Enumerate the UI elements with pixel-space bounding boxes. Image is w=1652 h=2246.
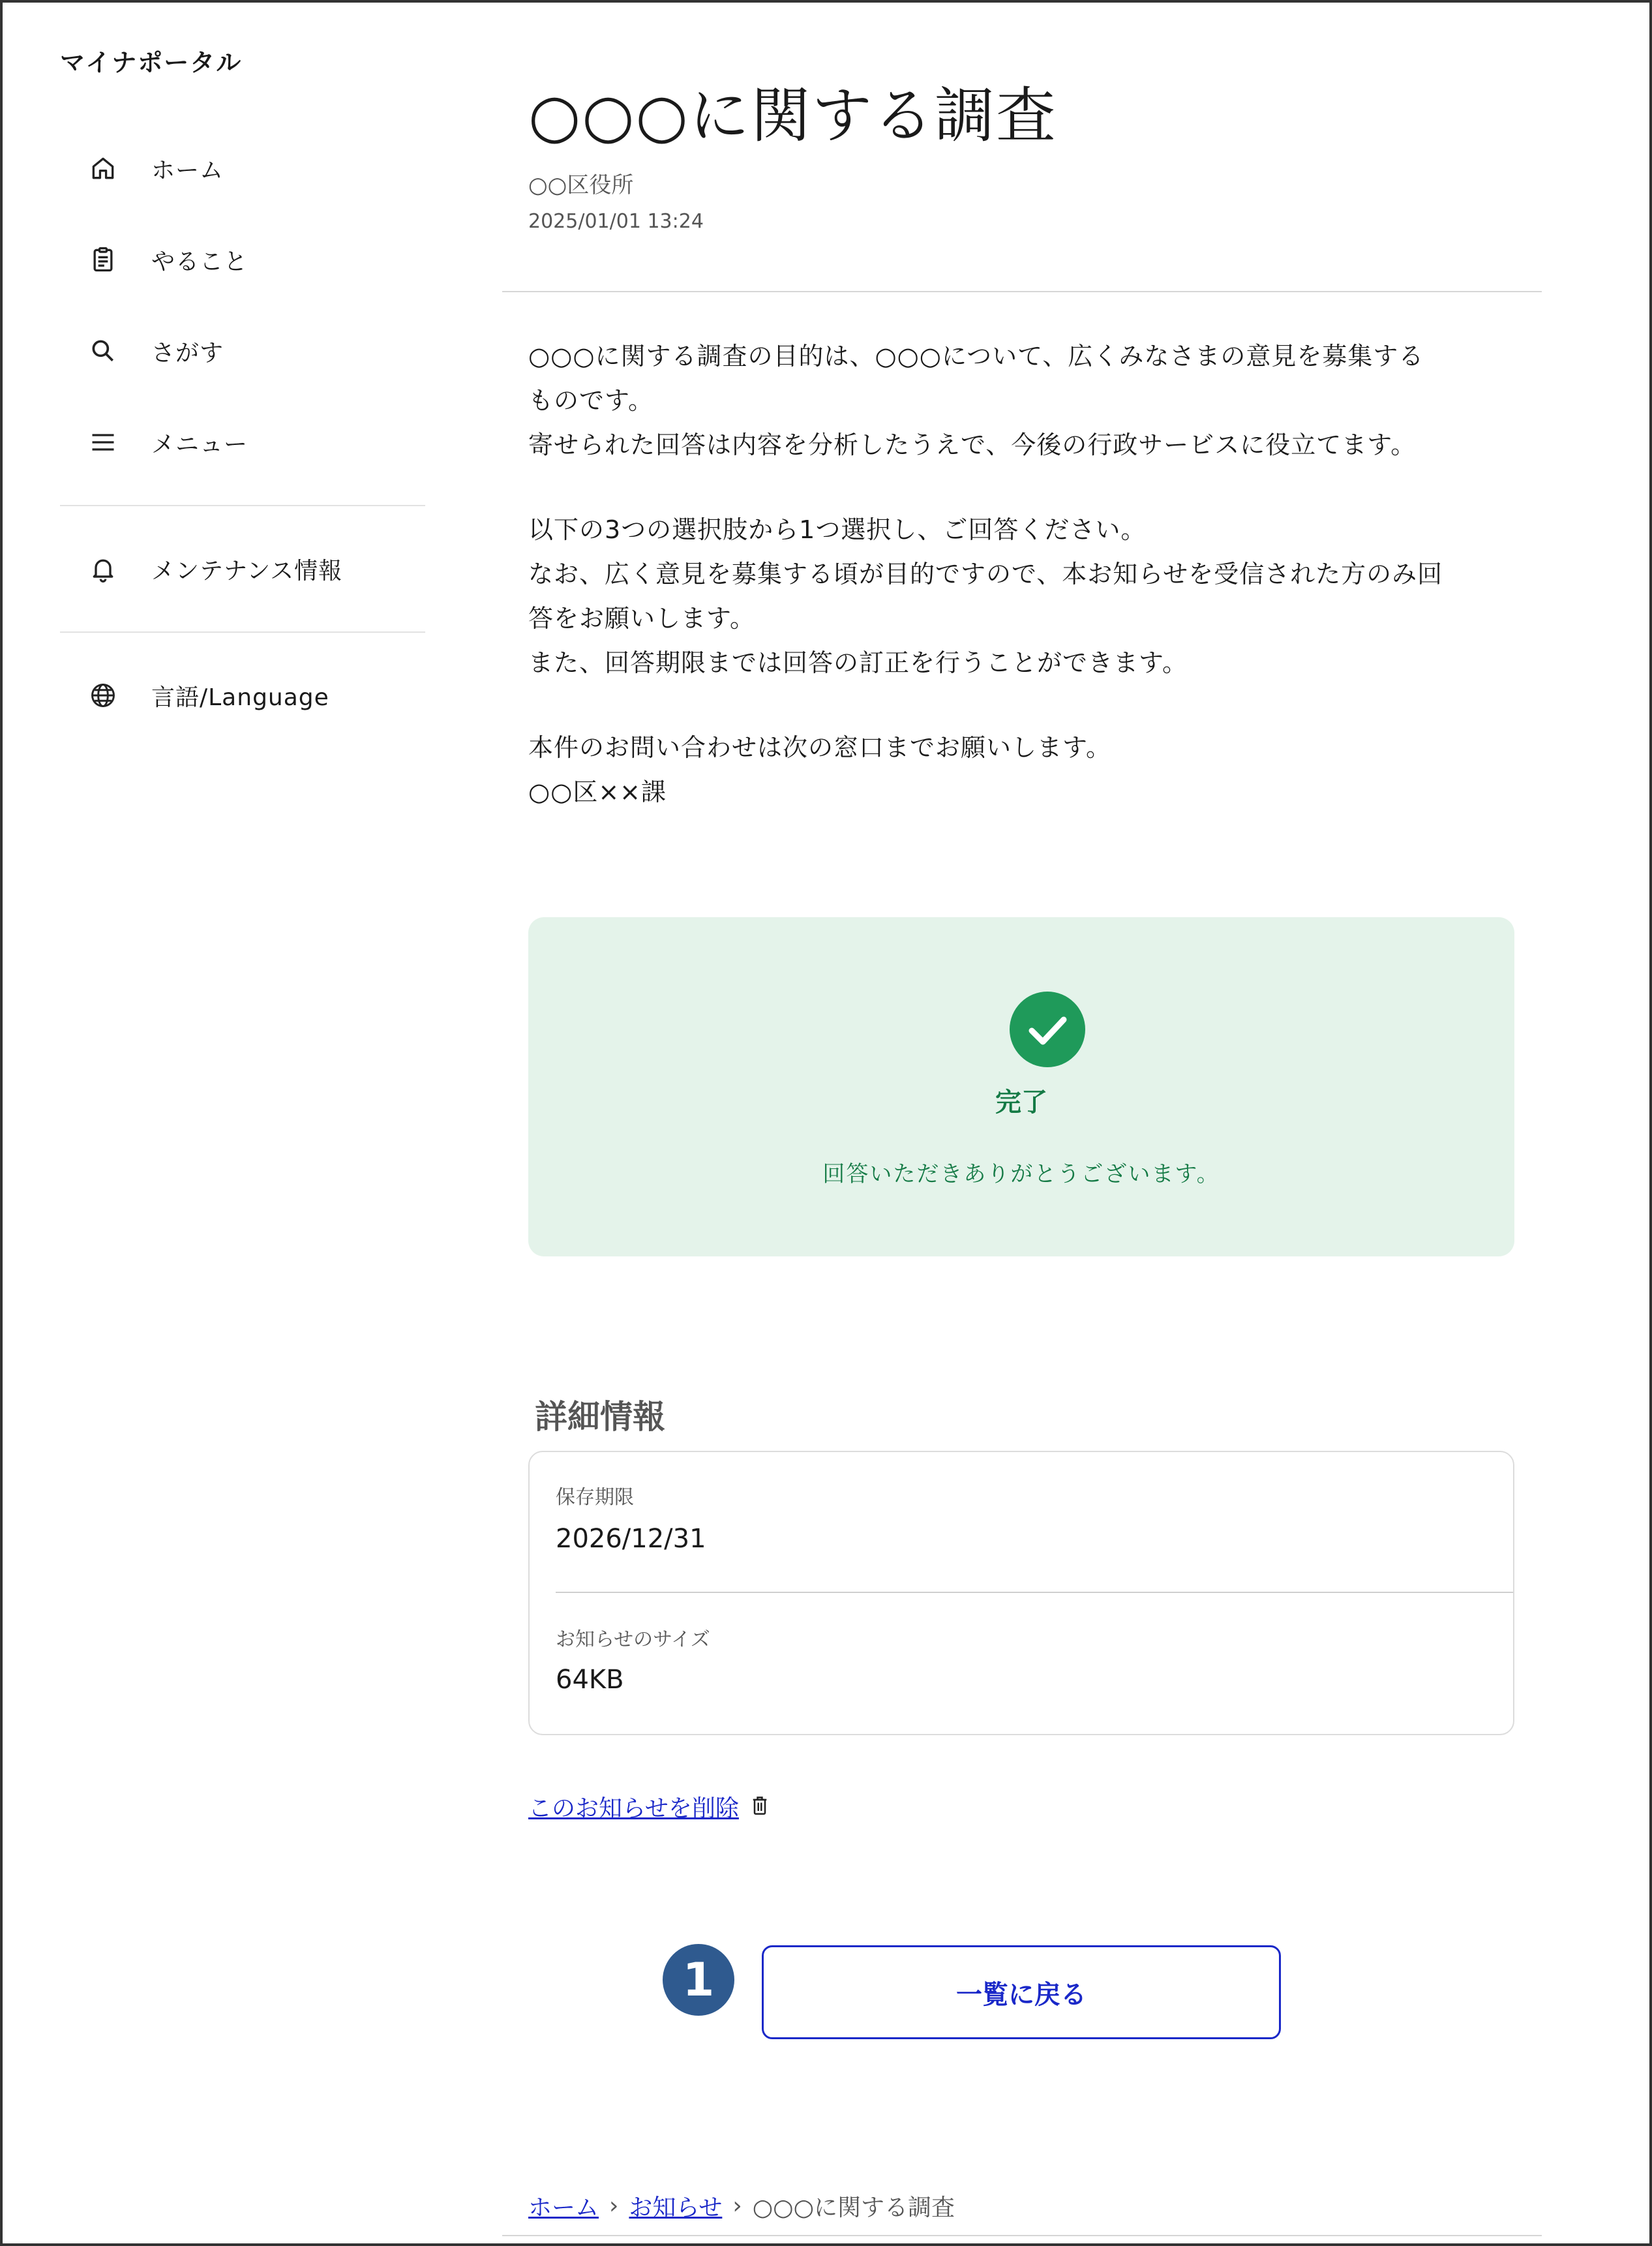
sidebar-item-label: メニュー <box>151 431 248 458</box>
home-icon <box>60 147 151 189</box>
clipboard-icon <box>60 239 151 281</box>
received-datetime: 2025/01/01 13:24 <box>528 210 704 233</box>
sidebar-item-language[interactable] <box>60 650 425 741</box>
breadcrumb-notices-link[interactable]: お知らせ <box>629 2194 723 2221</box>
sidebar-item-label: ホーム <box>151 157 224 184</box>
details-card <box>528 1451 1514 1735</box>
completion-message: 回答いただきありがとうございます。 <box>822 1161 1220 1187</box>
sidebar-item-home[interactable] <box>60 123 425 214</box>
header-divider <box>502 291 1542 292</box>
trash-icon[interactable] <box>751 1795 769 1819</box>
page-title: ○○○に関する調査 <box>528 81 1057 151</box>
size-label: お知らせのサイズ <box>556 1628 710 1651</box>
sidebar-item-label: さがす <box>151 339 224 367</box>
sidebar-item-search[interactable] <box>60 305 425 397</box>
menu-icon <box>60 421 151 463</box>
body-paragraph: 以下の3つの選択肢から1つ選択し、ご回答ください。 なお、広く意見を募集する頃が目的ですので、本お知らせを受信された方のみ回 答をお願いします。 また、回答期限までは回答の訂正を行うことができます。 <box>528 515 1443 677</box>
sidebar-item-todo[interactable] <box>60 214 425 305</box>
sidebar-item-menu[interactable] <box>60 397 425 488</box>
retention-label: 保存期限 <box>556 1486 634 1509</box>
annotation-marker: 1 <box>663 1944 734 2016</box>
search-icon <box>60 330 151 372</box>
notice-body <box>528 334 1520 814</box>
sidebar-divider <box>60 631 425 633</box>
check-circle-icon <box>1010 992 1085 1067</box>
sender-organization: ○○区役所 <box>528 172 634 198</box>
breadcrumb-current: ○○○に関する調査 <box>752 2194 955 2221</box>
sidebar-item-label: 言語/Language <box>151 684 329 711</box>
details-divider <box>556 1592 1513 1593</box>
size-value: 64KB <box>556 1665 624 1695</box>
body-paragraph: 本件のお問い合わせは次の窓口までお願いします。 ○○区××課 <box>528 733 1111 806</box>
sidebar-item-label: メンテナンス情報 <box>151 557 343 584</box>
completion-status: 完了 <box>995 1087 1047 1117</box>
sidebar-divider <box>60 505 425 506</box>
completion-panel <box>528 917 1514 1256</box>
delete-notice-row <box>528 1790 769 1823</box>
globe-icon <box>60 675 151 716</box>
breadcrumb-home-link[interactable]: ホーム <box>528 2194 599 2221</box>
breadcrumb <box>528 2189 955 2223</box>
bell-icon <box>60 548 151 590</box>
body-paragraph: ○○○に関する調査の目的は、○○○について、広くみなさまの意見を募集する ものです。 寄せられた回答は内容を分析したうえで、今後の行政サービスに役立てます。 <box>528 342 1424 459</box>
sidebar-item-label: やること <box>151 248 248 275</box>
sidebar-nav <box>60 123 425 488</box>
brand-logo-text[interactable]: マイナポータル <box>60 48 243 77</box>
delete-notice-link[interactable]: このお知らせを削除 <box>528 1795 739 1822</box>
chevron-right-icon: › <box>732 2193 742 2219</box>
retention-value: 2026/12/31 <box>556 1524 706 1554</box>
sidebar-item-maintenance[interactable] <box>60 523 425 615</box>
details-heading: 詳細情報 <box>535 1398 665 1436</box>
footer-divider <box>502 2235 1542 2236</box>
back-to-list-button[interactable]: 一覧に戻る <box>762 1945 1281 2039</box>
sidebar <box>60 42 425 741</box>
chevron-right-icon: › <box>609 2193 619 2219</box>
